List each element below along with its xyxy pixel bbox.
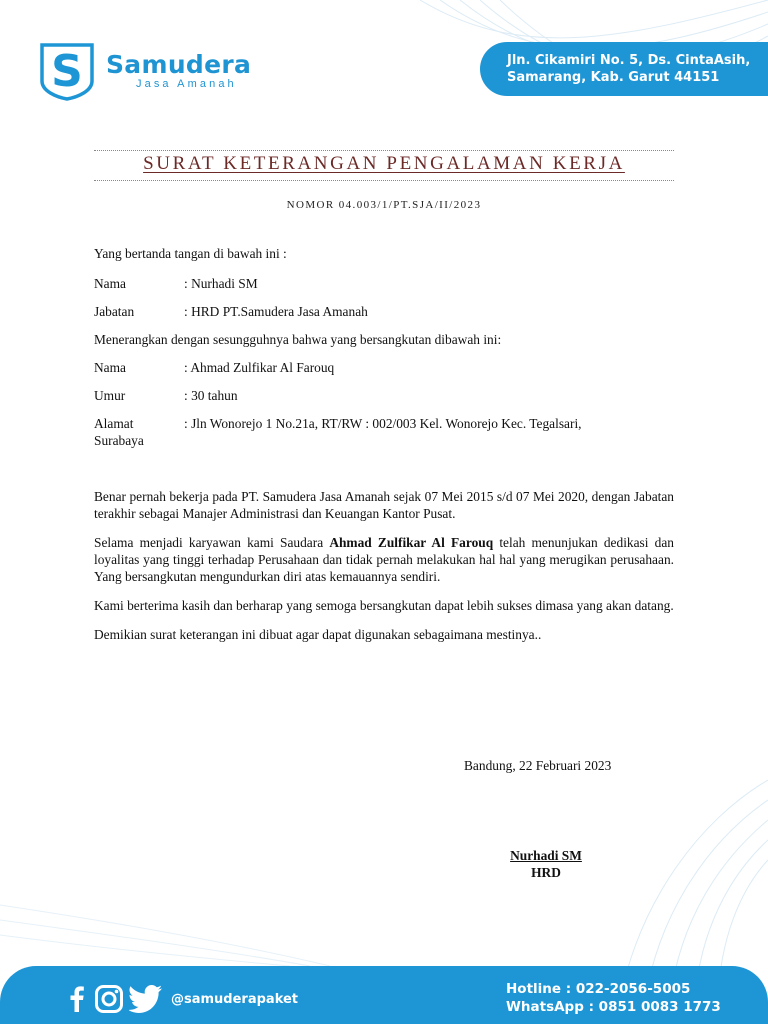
field-label: Nama — [94, 276, 126, 291]
employee-name-row — [94, 359, 674, 376]
paragraph-closing: Demikian surat keterangan ini dibuat agar dapat digunakan sebagaimana mestinya.. — [94, 627, 542, 642]
company-logo — [38, 41, 251, 101]
statement-text: Menerangkan dengan sesungguhnya bahwa yang bersangkutan dibawah ini: — [94, 332, 502, 347]
twitter-icon[interactable] — [129, 985, 163, 1013]
field-label: Umur — [94, 388, 126, 403]
address-banner — [480, 42, 768, 96]
paragraph-text: telah menunjukan dedikasi dan loyalitas yang tinggi terhadap Perusahaan dan tidak pernah melakukan hal hal yang merugikan perusahaan. Yang bersangkutan mengundurkan diri atas kemauannya sendiri. — [94, 535, 674, 584]
paragraph-text: Selama menjadi karyawan kami Saudara — [94, 535, 330, 550]
facebook-icon[interactable] — [66, 986, 88, 1012]
paragraph-thanks: Kami berterima kasih dan berharap yang semoga bersangkutan dapat lebih sukses dimasa yang akan datang. — [94, 598, 674, 613]
social-links — [66, 984, 298, 1014]
employee-address-row — [94, 415, 674, 432]
social-handle[interactable]: @samuderapaket — [171, 991, 299, 1007]
letter-title-block — [94, 150, 674, 181]
field-label: Nama — [94, 360, 126, 375]
contact-info — [506, 980, 721, 1016]
field-value: : Ahmad Zulfikar Al Farouq — [184, 360, 335, 375]
address-line-2: Samarang, Kab. Garut 44151 — [507, 70, 720, 85]
address-line-1: Jln. Cikamiri No. 5, Ds. CintaAsih, — [507, 53, 751, 68]
field-label: Alamat — [94, 416, 134, 431]
hotline-text: Hotline : 022-2056-5005 — [506, 981, 691, 997]
signer-name-row — [94, 275, 674, 292]
divider — [94, 150, 674, 151]
field-label: Jabatan — [94, 304, 135, 319]
field-value: : Jln Wonorejo 1 No.21a, RT/RW : 002/003 Kel. Wonorejo Kec. Tegalsari, — [184, 416, 582, 431]
divider — [94, 180, 674, 181]
footer-bar — [0, 966, 768, 1024]
address-continuation: Surabaya — [94, 433, 144, 448]
signatory-name: Nurhadi SM — [510, 848, 582, 863]
letter-title: SURAT KETERANGAN PENGALAMAN KERJA — [143, 153, 625, 174]
signatory-role: HRD — [531, 865, 561, 880]
brand-name: Samudera — [106, 50, 252, 79]
field-value: : HRD PT.Samudera Jasa Amanah — [184, 304, 368, 319]
employee-age-row — [94, 387, 674, 404]
intro-text: Yang bertanda tangan di bawah ini : — [94, 246, 287, 261]
place-date: Bandung, 22 Februari 2023 — [464, 758, 612, 773]
letter-body — [94, 245, 674, 643]
field-value: : 30 tahun — [184, 388, 238, 403]
letter-number: NOMOR 04.003/1/PT.SJA/II/2023 — [286, 199, 482, 211]
brand-tagline: Jasa Amanah — [136, 78, 237, 90]
paragraph-employment: Benar pernah bekerja pada PT. Samudera Jasa Amanah sejak 07 Mei 2015 s/d 07 Mei 2020, dengan Jabatan terakhir sebagai Manajer Administrasi dan Keuangan Kantor Pusat. — [94, 489, 674, 521]
paragraph-dedication — [94, 534, 674, 585]
logo-badge-icon — [38, 41, 96, 101]
field-value: : Nurhadi SM — [184, 276, 258, 291]
whatsapp-text: WhatsApp : 0851 0083 1773 — [506, 999, 721, 1015]
employee-name-bold: Ahmad Zulfikar Al Farouq — [329, 535, 494, 550]
logo-letter: S — [51, 46, 83, 97]
signer-position-row — [94, 303, 674, 320]
instagram-icon[interactable] — [94, 984, 124, 1014]
